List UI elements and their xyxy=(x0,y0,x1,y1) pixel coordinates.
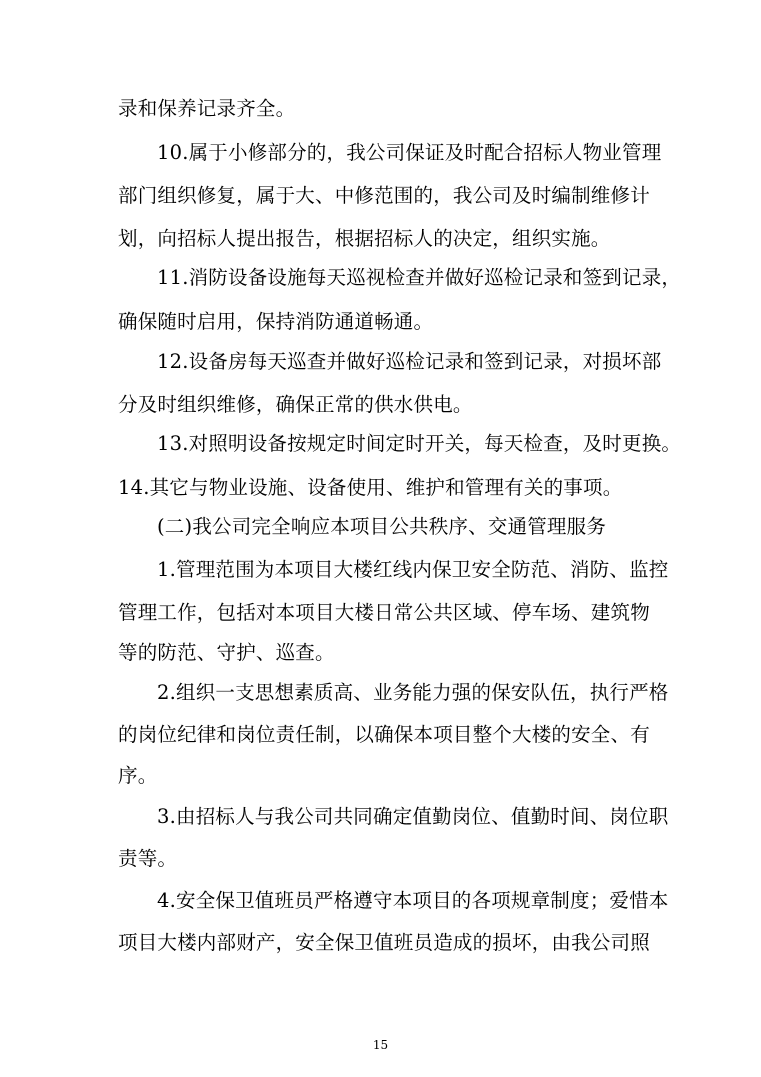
text-line: 分及时组织维修，确保正常的供水供电。 xyxy=(118,393,473,416)
text-line: 12.设备房每天巡查并做好巡检记录和签到记录，对损坏部 xyxy=(157,350,662,373)
text-line: 4.安全保卫值班员严格遵守本项目的各项规章制度；爱惜本 xyxy=(157,889,669,912)
text-line: 责等。 xyxy=(118,847,178,870)
text-line: 10.属于小修部分的，我公司保证及时配合招标人物业管理 xyxy=(157,141,662,164)
text-line: 确保随时启用，保持消防通道畅通。 xyxy=(118,310,434,333)
text-line: 13.对照明设备按规定时间定时开关，每天检查，及时更换。 xyxy=(157,432,682,455)
text-line: 管理工作，包括对本项目大楼日常公共区域、停车场、建筑物 xyxy=(118,601,650,624)
text-line: 项目大楼内部财产，安全保卫值班员造成的损坏，由我公司照 xyxy=(118,931,650,954)
text-line: 的岗位纪律和岗位责任制，以确保本项目整个大楼的安全、有 xyxy=(118,723,650,746)
text-line: 录和保养记录齐全。 xyxy=(118,97,296,120)
text-line: 11.消防设备设施每天巡视检查并做好巡检记录和签到记录， xyxy=(157,266,682,289)
text-line: 14.其它与物业设施、设备使用、维护和管理有关的事项。 xyxy=(118,476,623,499)
text-line: 等的防范、守护、巡查。 xyxy=(118,641,335,664)
text-line: 2.组织一支思想素质高、业务能力强的保安队伍，执行严格 xyxy=(157,681,669,704)
text-line: 3.由招标人与我公司共同确定值勤岗位、值勤时间、岗位职 xyxy=(157,805,669,828)
text-line: 划，向招标人提出报告，根据招标人的决定，组织实施。 xyxy=(118,227,611,250)
text-line: 序。 xyxy=(118,764,158,787)
page-number: 15 xyxy=(372,1038,389,1052)
text-line: 部门组织修复，属于大、中修范围的，我公司及时编制维修计 xyxy=(118,184,650,207)
text-line: 1.管理范围为本项目大楼红线内保卫安全防范、消防、监控 xyxy=(157,558,669,581)
section-heading: (二)我公司完全响应本项目公共秩序、交通管理服务 xyxy=(157,515,607,538)
